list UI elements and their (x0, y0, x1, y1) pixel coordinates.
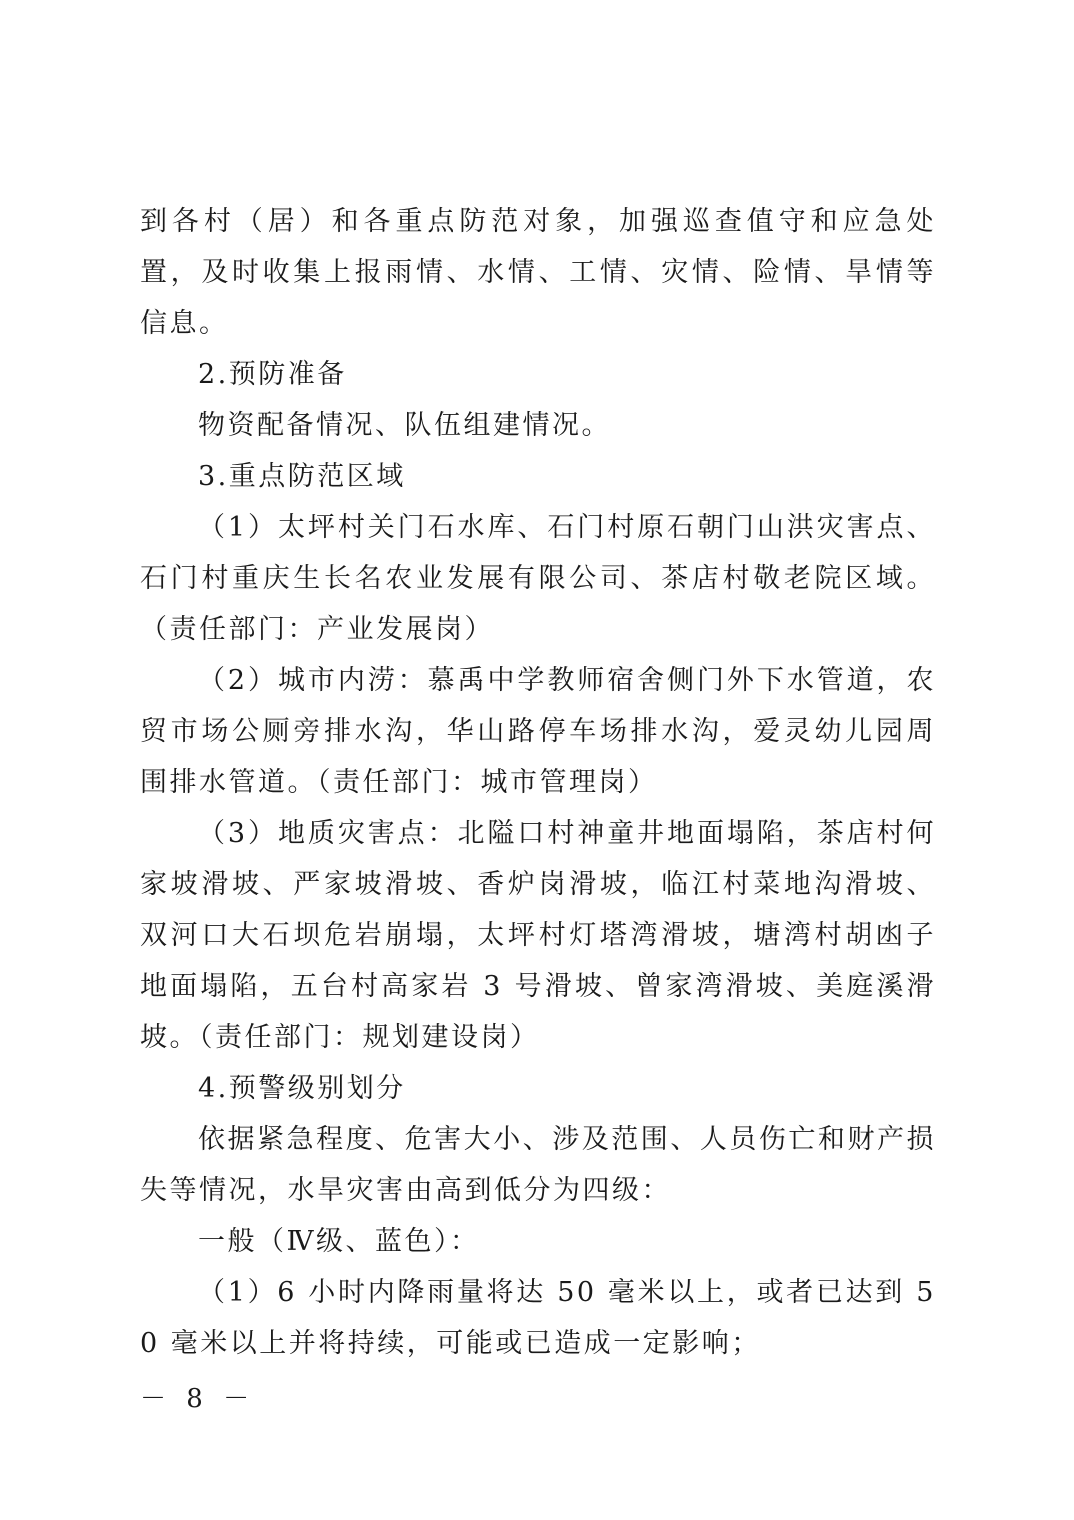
paragraph-key-area-1: （1）太坪村关门石水库、石门村原石朝门山洪灾害点、石门村重庆生长名农业发展有限公司、茶店村敬老院区域。（责任部门：产业发展岗） (140, 512, 936, 645)
paragraph-key-area-3: （3）地质灾害点：北隘口村神童井地面塌陷，茶店村何家坡滑坡、严家坡滑坡、香炉岗滑坡，临江村菜地沟滑坡、双河口大石坝危岩崩塌，太坪村灯塔湾滑坡，塘湾村胡凼子地面塌陷，五台村高家岩 3 号滑坡、曾家湾滑坡、美庭溪滑坡。（责任部门：规划建设岗） (140, 818, 936, 1053)
paragraph-warning-basis: 依据紧急程度、危害大小、涉及范围、人员伤亡和财产损失等情况，水旱灾害由高到低分为四级： (140, 1124, 936, 1206)
heading-key-areas: 3.重点防范区域 (198, 461, 406, 492)
document-body (140, 196, 936, 1369)
heading-warning-levels: 4.预警级别划分 (198, 1073, 406, 1104)
paragraph-level-general: 一般（Ⅳ级、蓝色）： (198, 1226, 480, 1257)
paragraph-level-general-1: （1）6 小时内降雨量将达 50 毫米以上，或者已达到 50 毫米以上并将持续，可能或已造成一定影响； (140, 1277, 936, 1359)
paragraph-continuation: 到各村（居）和各重点防范对象，加强巡查值守和应急处置，及时收集上报雨情、水情、工情、灾情、险情、旱情等信息。 (140, 206, 936, 339)
heading-prevention-preparation: 2.预防准备 (198, 359, 347, 390)
page-number: － 8 － (140, 1384, 256, 1414)
paragraph-key-area-2: （2）城市内涝：慕禹中学教师宿舍侧门外下水管道，农贸市场公厕旁排水沟，华山路停车场排水沟，爱灵幼儿园周围排水管道。（责任部门：城市管理岗） (140, 665, 936, 798)
paragraph-materials: 物资配备情况、队伍组建情况。 (198, 410, 611, 441)
